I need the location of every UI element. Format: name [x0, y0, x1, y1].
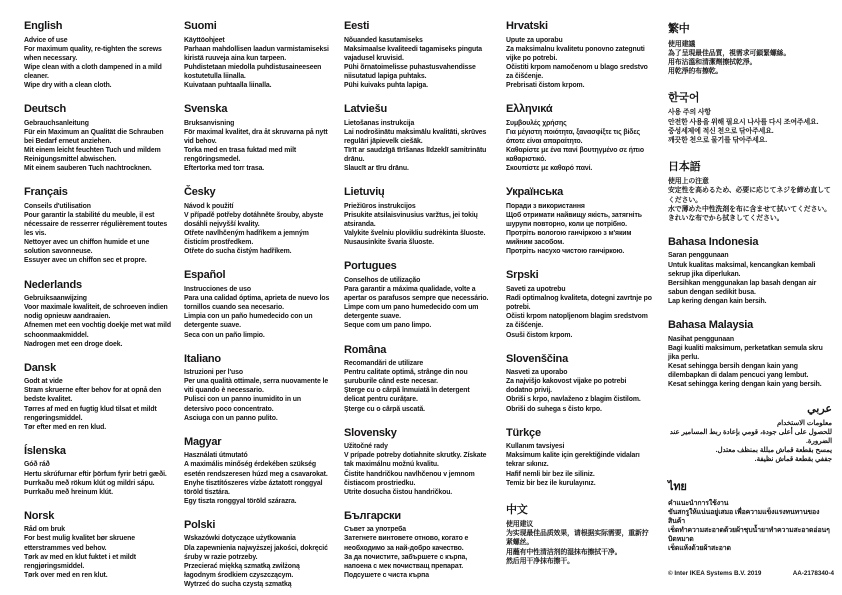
language-heading: عربي [807, 403, 832, 416]
instruction-line: Þurrkaðu með hreinum klút. [24, 488, 113, 496]
instruction-line: Puhdistetaan miedolla puhdistusaineeseen kostutetulla liinalla. [184, 63, 322, 80]
instruction-line: Limpia con un paño humedecido con un detergente suave. [184, 313, 313, 330]
instruction-line: Para garantir a máxima qualidade, volte a apertar os parafusos sempre que necessário. [344, 285, 489, 303]
instruction-line: Pühi kuivaks puhta lapiga. [344, 82, 428, 90]
language-section [668, 20, 832, 76]
instruction-line: Καθαρίστε με ένα πανί βουτηγμένο σε ήπιο καθαριστικό. [506, 146, 644, 164]
section-subtitle: Használati útmutató [184, 452, 248, 460]
instruction-line: Wipe clean with a cloth dampened in a mild cleaner. [24, 63, 162, 80]
instruction-line: Wipe dry with a clean cloth. [24, 82, 112, 90]
language-heading: Français [24, 186, 68, 199]
instruction-line: Limpe com um pano humedecido com um detergente suave. [344, 304, 479, 321]
language-heading: Türkçe [506, 426, 541, 439]
language-section [668, 89, 832, 145]
instruction-line: Asciuga con un panno pulito. [184, 414, 278, 422]
language-section [344, 427, 492, 497]
instruction-line: Подсушете с чиста кърпа [344, 571, 429, 579]
instruction-line: A maximális minőség érdekében szükség esetén rendszeresen húzd meg a csavarokat. [184, 461, 328, 478]
section-subtitle: Godt at vide [24, 378, 63, 386]
section-subtitle: Saran penggunaan [668, 252, 729, 260]
instruction-line: Za najvišjo kakovost vijake po potrebi dodatno privij. [506, 378, 627, 395]
section-subtitle: Nasveti za uporabo [506, 369, 568, 377]
section-subtitle: Instrucciones de uso [184, 285, 251, 293]
instruction-line: Kuivataan puhtaalla liinalla. [184, 82, 272, 90]
language-section [506, 20, 654, 90]
language-heading: 繁中 [668, 23, 690, 35]
section-subtitle: Wskazówki dotyczące użytkowania [184, 535, 296, 543]
instruction-line: Osuši čistom krpom. [506, 331, 573, 339]
instruction-line: 水で薄めた中性洗剤を布に含ませて拭いてください。 [668, 205, 831, 213]
language-heading: Norsk [24, 509, 55, 522]
language-heading: Româna [344, 343, 387, 356]
instruction-line: ขันสกรูให้แน่นอยู่เสมอ เพื่อความแข็งแรงทนทานของสินค้า [668, 508, 820, 525]
instruction-line: Για μέγιστη ποιότητα, ξανασφίξτε τις βίδες όποτε είναι απαραίτητο. [506, 128, 641, 145]
instruction-line: Σκουπίστε με καθαρό πανί. [506, 165, 593, 173]
language-heading: 日本語 [668, 160, 701, 173]
instruction-line: Tørk over med en ren klut. [24, 571, 108, 579]
language-section [344, 103, 492, 173]
instruction-line: Hertu skrúfurnar eftir þörfum fyrir betri gæði. [24, 470, 167, 478]
section-subtitle: Nõuanded kasutamiseks [344, 36, 423, 44]
instruction-line: Per una qualità ottimale, serra nuovamente le viti quando è necessario. [184, 378, 329, 395]
language-heading: English [24, 20, 63, 32]
instruction-line: 用蘸有中性清洁剂的湿抹布擦拭干净。 [506, 548, 622, 556]
section-subtitle: 使用建议 [506, 521, 534, 529]
instruction-line: Przecierać miękką szmatką zwilżoną łagodnym środkiem czyszczącym. [184, 562, 300, 579]
language-section [184, 269, 332, 339]
section-subtitle: Поради з використання [506, 202, 585, 210]
language-section [24, 186, 172, 265]
instruction-line: Dla zapewnienia najwyższej jakości, dokręcić śruby w razie potrzeby. [184, 544, 328, 561]
instruction-line: يمسح بقطعة قماش مبللة بمنظف معتدل. [715, 447, 832, 455]
section-subtitle: Priežiūros instrukcijos [344, 202, 416, 210]
language-section [506, 103, 654, 173]
section-subtitle: Upute za uporabu [506, 36, 563, 44]
instruction-line: Egy tiszta ronggyal töröld szárazra. [184, 497, 297, 505]
language-section [184, 20, 332, 90]
language-heading: Italiano [184, 352, 221, 365]
instruction-line: Radi optimalnog kvaliteta, dotegni zavrtnje po potrebi. [506, 295, 652, 312]
instruction-line: きれいな布でから拭きしてください。 [668, 214, 784, 222]
instruction-line: Mit einem leicht feuchten Tuch und mildem Reinigungsmittel abwischen. [24, 146, 161, 164]
instruction-line: Șterge cu o cârpă uscată. [344, 405, 425, 413]
instruction-line: جففي بقطعة قماش نظيفة. [754, 456, 832, 464]
language-section [344, 20, 492, 90]
language-heading: Español [184, 269, 226, 282]
language-heading: Portugues [344, 260, 397, 273]
language-heading: Magyar [184, 435, 222, 448]
language-heading: Nederlands [24, 278, 82, 291]
language-section [24, 20, 172, 90]
instruction-line: Para una calidad óptima, aprieta de nuevo los tornillos cuando sea necesario. [184, 295, 330, 312]
instruction-line: Voor maximale kwaliteit, de schroeven indien nodig opnieuw aandraaien. [24, 304, 168, 321]
instruction-line: Tørk av med en klut fuktet i et mildt rengjøringsmiddel. [24, 553, 136, 570]
section-subtitle: Saveti za upotrebu [506, 285, 566, 293]
section-subtitle: Συμβουλές χρήσης [506, 119, 567, 127]
language-heading: Български [344, 509, 401, 522]
instruction-line: Für ein Maximum an Qualität die Schrauben bei Bedarf erneut anziehen. [24, 128, 164, 145]
section-subtitle: Góð ráð [24, 461, 50, 469]
language-heading: Svenska [184, 103, 228, 116]
instruction-line: För maximal kvalitet, dra åt skruvarna på nytt vid behov. [184, 128, 328, 145]
language-heading: Česky [184, 186, 216, 199]
language-section [506, 501, 654, 566]
section-subtitle: 사용 주의 사항 [668, 109, 711, 117]
instruction-line: Seca con un paño limpio. [184, 331, 265, 339]
instruction-line: 为实现最佳品质效果，请根据实际需要，重新拧紧螺丝。 [506, 530, 649, 547]
instruction-line: Očisti krpom natopljenom blagim sredstvom za čišćenje. [506, 313, 648, 330]
instruction-line: Afnemen met een vochtig doekje met wat mild schoonmaakmiddel. [24, 322, 171, 339]
language-heading: Íslenska [24, 444, 66, 457]
instruction-line: Obriši do suhega s čisto krpo. [506, 405, 602, 413]
language-heading: Suomi [184, 20, 217, 32]
instruction-line: Čistite handričkou navlhčenou v jemnom čistiacom prostriedku. [344, 470, 475, 487]
section-subtitle: Užitočné rady [344, 443, 388, 451]
instruction-line: เช็ดทำความสะอาดด้วยผ้าชุบน้ำยาทำความสะอาดอ่อนๆ บิดหมาด [668, 527, 830, 544]
language-heading: Srpski [506, 269, 539, 282]
section-subtitle: Gebruiksaanwijzing [24, 295, 87, 303]
section-subtitle: 使用建議 [668, 40, 696, 48]
language-heading: Latviešu [344, 103, 388, 116]
page-footer [668, 570, 834, 577]
language-section [506, 427, 654, 488]
section-subtitle: Råd om bruk [24, 526, 66, 534]
language-heading: Lietuvių [344, 186, 385, 199]
section-subtitle: Istruzioni per l'uso [184, 369, 243, 377]
document-number: AA-2178340-4 [792, 570, 834, 577]
language-column-3 [344, 20, 492, 593]
instruction-line: Eftertorka med torr trasa. [184, 165, 265, 173]
section-subtitle: Gebrauchsanleitung [24, 119, 89, 127]
language-column-5 [668, 20, 832, 566]
instruction-line: Stram skruerne efter behov for at opnå den bedste kvalitet. [24, 387, 162, 404]
instruction-line: Obriši s krpo, navlaženo z blagim čistilom. [506, 396, 641, 404]
instruction-line: Șterge cu o cârpă înmuiată în detergent delicat pentru curățare. [344, 387, 470, 404]
instruction-line: Parhaan mahdollisen laadun varmistamiseksi kiristä ruuveja aina kun tarpeen. [184, 45, 329, 62]
section-subtitle: Bruksanvisning [184, 119, 235, 127]
language-section [668, 402, 832, 464]
instruction-line: เช็ดแห้งด้วยผ้าสะอาด [668, 545, 731, 553]
language-section [506, 353, 654, 414]
instruction-line: Otřete do sucha čistým hadříkem. [184, 248, 292, 256]
language-section [184, 353, 332, 423]
copyright-text: © Inter IKEA Systems B.V. 2019 [668, 570, 762, 577]
instruction-line: Wytrzeć do sucha czystą szmatką [184, 580, 292, 588]
instruction-line: Slaucīt ar tīru drānu. [344, 165, 409, 173]
language-heading: Bahasa Indonesia [668, 235, 759, 248]
language-section [344, 260, 492, 330]
instruction-line: 중성세제에 적신 천으로 닦아주세요. [668, 127, 774, 135]
instruction-line: 然后用干净抹布擦干。 [506, 557, 574, 565]
section-subtitle: Съвет за употреба [344, 526, 407, 534]
instruction-line: Bagi kualiti maksimum, perketatkan semula skru jika perlu. [668, 344, 823, 361]
language-section [24, 279, 172, 349]
language-heading: 한국어 [668, 91, 700, 104]
instruction-line: Nadrogen met een droge doek. [24, 340, 123, 348]
instruction-line: Essuyer avec un chiffon sec et propre. [24, 257, 147, 265]
language-heading: Polski [184, 518, 216, 531]
instruction-line: Щоб отримати найвищу якість, затягніть шурупи повторно, коли це потрібно. [506, 211, 642, 229]
language-heading: Deutsch [24, 103, 66, 116]
instruction-line: Tørres af med en fugtig klud tilsat et mildt rengøringsmiddel. [24, 405, 157, 422]
language-heading: Dansk [24, 361, 57, 374]
section-subtitle: คำแนะนำการใช้งาน [668, 499, 729, 507]
language-section [668, 477, 832, 553]
instruction-line: Maksimum kalite için gerektiğinde vidaları tekrar sıkınız. [506, 452, 640, 469]
instruction-line: Hafif nemli bir bez ile siliniz. [506, 470, 595, 478]
instruction-line: 用布沾溫和清潔劑擦拭乾淨。 [668, 58, 757, 66]
language-section [506, 269, 654, 339]
section-subtitle: Conseils d'utilisation [24, 202, 91, 210]
instruction-line: V prípade potreby dotiahnite skrutky. Získate tak maximálnu možnú kvalitu. [344, 452, 487, 469]
language-heading: Slovensky [344, 426, 397, 439]
instruction-line: For best mulig kvalitet bør skruene etterstrammes ved behov. [24, 535, 135, 552]
language-heading: Bahasa Malaysia [668, 319, 754, 332]
section-subtitle: معلومات الاستخدام [777, 419, 832, 427]
instruction-line: Протріть вологою ганчіркою з м'яким мийним засобом. [506, 230, 632, 247]
section-subtitle: Käyttöohjeet [184, 36, 225, 44]
language-heading: 中文 [506, 503, 528, 516]
instruction-line: Затегнете винтовете отново, когато е необходимо за най-добро качество. [344, 535, 469, 552]
language-section [24, 510, 172, 580]
instruction-line: 為了呈現最佳品質，視需求可鎖緊螺絲。 [668, 49, 791, 57]
instruction-line: Maksimaalse kvaliteedi tagamiseks pinguta vajadusel kruvisid. [344, 45, 482, 62]
instruction-line: Seque com um pano limpo. [344, 322, 432, 330]
instruction-line: Tør efter med en ren klud. [24, 423, 107, 431]
language-column-4 [506, 20, 654, 579]
section-subtitle: Návod k použití [184, 202, 234, 210]
language-section [24, 103, 172, 173]
language-column-2 [184, 20, 332, 595]
instruction-line: Nettoyer avec un chiffon humide et une solution savonneuse. [24, 239, 150, 256]
instruction-line: للحصول على أعلى جودة، قومي بإعادة ربط المسامير عند الضرورة. [669, 428, 832, 445]
section-subtitle: Recomandări de utilizare [344, 360, 424, 368]
instruction-line: Pour garantir la stabilité du meuble, il est nécessaire de resserrer régulièrement toutes les vis. [24, 211, 168, 238]
language-heading: Slovenščina [506, 352, 568, 365]
instruction-line: Pühi õrnatoimelisse puhastusvahendisse niisutatud lapiga puhtaks. [344, 63, 476, 80]
instruction-line: Za maksimalnu kvalitetu ponovno zategnuti vijke po potrebi. [506, 45, 645, 62]
language-section [506, 186, 654, 256]
section-subtitle: Advice of use [24, 36, 68, 44]
instruction-line: Mit einem sauberen Tuch nachtrocknen. [24, 165, 152, 173]
instruction-line: Bersihkan menggunakan lap basah dengan air sabun dengan sedikit busa. [668, 279, 817, 296]
instruction-line: Pulisci con un panno inumidito in un detersivo poco concentrato. [184, 396, 301, 413]
instruction-line: Prisukite atsilaisvinusius varžtus, jei tokių atsiranda. [344, 211, 478, 229]
instruction-line: Kesat sehingga kering dengan kain yang bersih. [668, 381, 822, 389]
language-section [184, 103, 332, 173]
instruction-line: Valykite švelniu plovikliu sudrėkinta šluoste. [344, 230, 486, 238]
section-subtitle: 使用上の注意 [668, 178, 709, 186]
instruction-line: 安定性を高めるため、必要に応じてネジを締め直してください。 [668, 187, 831, 204]
instruction-line: Temiz bir bez ile kurulayınız. [506, 479, 596, 487]
instruction-line: Lap kering dengan kain bersih. [668, 297, 767, 305]
instruction-line: For maximum quality, re-tighten the screws when necessary. [24, 45, 162, 62]
instruction-line: Prebrisati čistom krpom. [506, 82, 585, 90]
language-section [668, 319, 832, 389]
instruction-line: Očistiti krpom namočenom u blago sredstvo za čišćenje. [506, 63, 648, 80]
section-subtitle: Conselhos de utilização [344, 276, 421, 284]
instruction-line: Utrite dosucha čistou handričkou. [344, 488, 453, 496]
section-subtitle: Kullanım tavsiyesi [506, 443, 565, 451]
language-heading: Hrvatski [506, 20, 548, 32]
language-section [184, 436, 332, 506]
instruction-line: Untuk kualitas maksimal, kencangkan kembali sekrup jika diperlukan. [668, 261, 816, 278]
language-section [344, 510, 492, 580]
language-section [184, 519, 332, 589]
instruction-line: Tīrīt ar saudzīgā tīrīšanas līdzeklī samitrinātu drānu. [344, 146, 487, 164]
section-subtitle: Nasihat penggunaan [668, 335, 734, 343]
language-column-1 [24, 20, 172, 593]
instruction-line: V případě potřeby dotáhněte šrouby, abyste dosáhli nejvyšší kvality. [184, 211, 324, 229]
instruction-line: Pentru calitate optimă, strânge din nou șuruburile când este necesar. [344, 369, 468, 386]
instruction-line: За да почистите, забършете с кърпа, напоена с мек почистващ препарат. [344, 553, 468, 570]
language-section [668, 236, 832, 306]
language-section [668, 158, 832, 223]
instruction-line: 깨끗한 천으로 물기를 닦아주세요. [668, 136, 768, 144]
instruction-line: 用乾淨的布擦乾。 [668, 67, 723, 75]
instruction-line: Lai nodrošinātu maksimālu kvalitāti, skrūves regulāri jāpievelk ciešāk. [344, 128, 487, 145]
language-heading: Ελληνικά [506, 103, 553, 116]
language-section [184, 186, 332, 256]
language-section [24, 445, 172, 497]
instruction-line: Torka med en trasa fuktad med milt rengöringsmedel. [184, 146, 297, 164]
language-heading: Eesti [344, 20, 370, 32]
instruction-line: Enyhe tisztítószeres vízbe áztatott ronggyal töröld tisztára. [184, 479, 323, 496]
instruction-line: Kesat sehingga bersih dengan kain yang dilembapkan di dalam pencuci yang lembut. [668, 362, 809, 380]
language-section [24, 362, 172, 432]
language-section [344, 344, 492, 414]
instruction-line: 안전한 사용을 위해 필요시 나사를 다시 조여주세요. [668, 118, 819, 126]
instruction-line: Otřete navlhčeným hadříkem a jemným čisticím prostředkem. [184, 230, 309, 247]
language-section [344, 186, 492, 247]
instruction-line: Nusausinkite švaria šluoste. [344, 239, 434, 247]
language-heading: ไทย [668, 481, 687, 494]
language-heading: Українська [506, 186, 564, 199]
instruction-line: Протріть насухо чистою ганчіркою. [506, 248, 625, 256]
section-subtitle: Lietošanas instrukcija [344, 119, 415, 127]
instruction-line: Þurrkaðu með rökum klút og mildri sápu. [24, 479, 155, 487]
